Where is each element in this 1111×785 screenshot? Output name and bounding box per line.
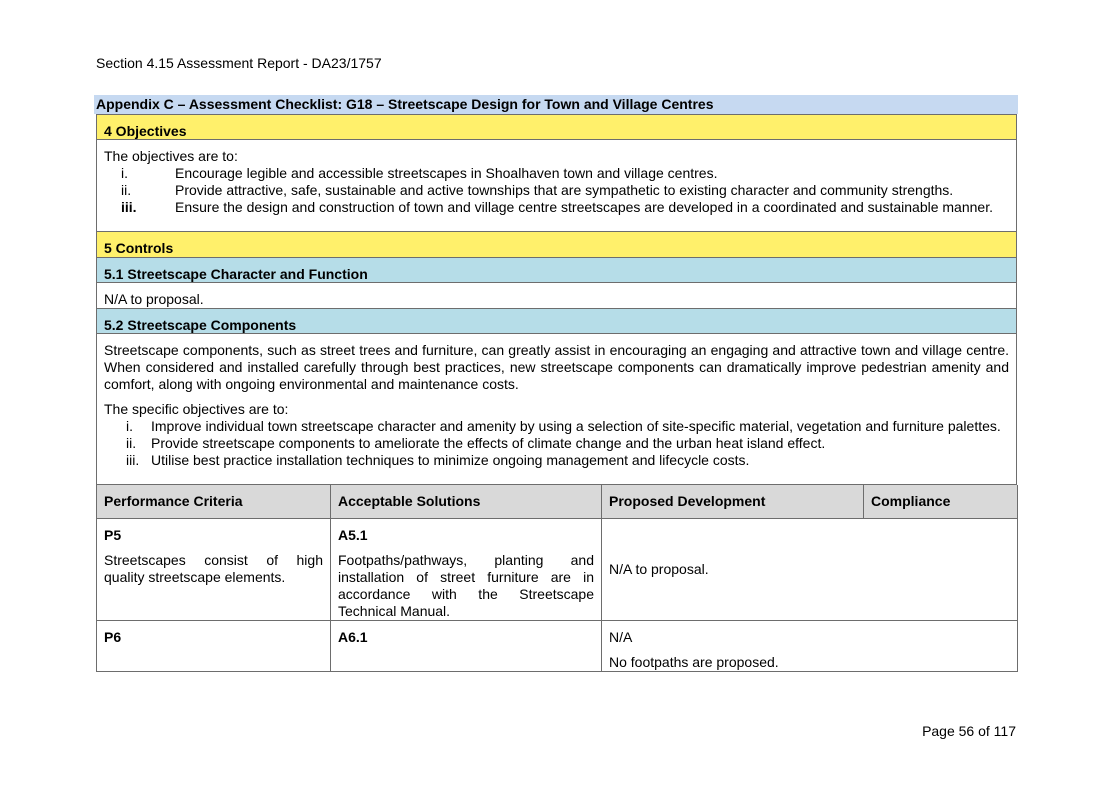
list-item [104,199,1009,216]
list-text: Ensure the design and construction of town and village centre streetscapes are developed in a coordinated and sustainable manner. [175,199,993,215]
header-performance-criteria: Performance Criteria [97,485,331,519]
list-number: i. [126,418,133,434]
criteria-code: P6 [104,629,122,645]
proposed-development-cell [602,621,1018,672]
list-text: Provide streetscape components to ameliorate the effects of climate change and the urban heat island effect. [151,435,826,451]
objectives-body [96,140,1017,232]
performance-criteria-cell [97,621,331,672]
header-acceptable-solutions: Acceptable Solutions [331,485,602,519]
list-text: Encourage legible and accessible streetscapes in Shoalhaven town and village centres. [175,165,718,181]
list-item [104,452,1009,469]
proposed-status: N/A [609,629,633,645]
solution-code: A6.1 [338,629,368,645]
solution-text: Footpaths/pathways, planting and installation of street furniture are in accordance with the Streetscape Technical Manual. [338,552,594,619]
controls-heading: 5 Controls [96,232,1017,258]
proposed-text: N/A to proposal. [609,561,709,577]
list-item [104,165,1009,182]
list-text: Provide attractive, safe, sustainable and active townships that are sympathetic to existing character and community strengths. [175,182,954,198]
section-5-1-heading: 5.1 Streetscape Character and Function [96,258,1017,283]
page-header: Section 4.15 Assessment Report - DA23/1757 [96,55,382,71]
criteria-code: P5 [104,527,122,543]
list-text: Improve individual town streetscape character and amenity by using a selection of site-specific material, vegetation and furniture palettes. [151,418,1001,434]
list-item [104,435,1009,452]
section-5-2-list [104,418,1009,469]
section-5-2-heading: 5.2 Streetscape Components [96,309,1017,334]
header-compliance: Compliance [864,485,1018,519]
criteria-text: Streetscapes consist of high quality streetscape elements. [104,552,323,585]
list-number: ii. [126,435,137,451]
appendix-title: Appendix C – Assessment Checklist: G18 – Streetscape Design for Town and Village Centres [94,95,1018,114]
list-number: i. [121,165,128,181]
header-proposed-development: Proposed Development [602,485,864,519]
table-header-row [97,485,1018,519]
page-number: Page 56 of 117 [922,723,1016,739]
objectives-heading: 4 Objectives [96,114,1017,140]
list-text: Utilise best practice installation techniques to minimize ongoing management and lifecycle costs. [151,452,750,468]
objectives-intro: The objectives are to: [104,148,238,164]
acceptable-solution-cell [331,621,602,672]
table-row [97,519,1018,621]
objectives-list [104,165,1009,216]
list-item [104,418,1009,435]
list-number: iii. [121,199,137,215]
proposed-development-cell [602,519,1018,621]
checklist-sheet [96,114,1017,672]
acceptable-solution-cell [331,519,602,621]
performance-criteria-cell [97,519,331,621]
section-5-1-text: N/A to proposal. [96,283,1017,309]
section-5-2-paragraph: Streetscape components, such as street trees and furniture, can greatly assist in encouraging an engaging and attractive town and village centre. When considered and installed carefully through best practices, new streetscape components can dramatically improve pedestrian amenity and comfort, along with ongoing environmental and maintenance costs. [104,342,1009,392]
section-5-2-body [96,334,1017,485]
list-number: iii. [126,452,140,468]
criteria-table [96,485,1018,672]
proposed-text: No footpaths are proposed. [609,654,779,670]
table-row [97,621,1018,672]
solution-code: A5.1 [338,527,368,543]
list-number: ii. [121,182,132,198]
list-item [104,182,1009,199]
section-5-2-intro: The specific objectives are to: [104,401,289,417]
